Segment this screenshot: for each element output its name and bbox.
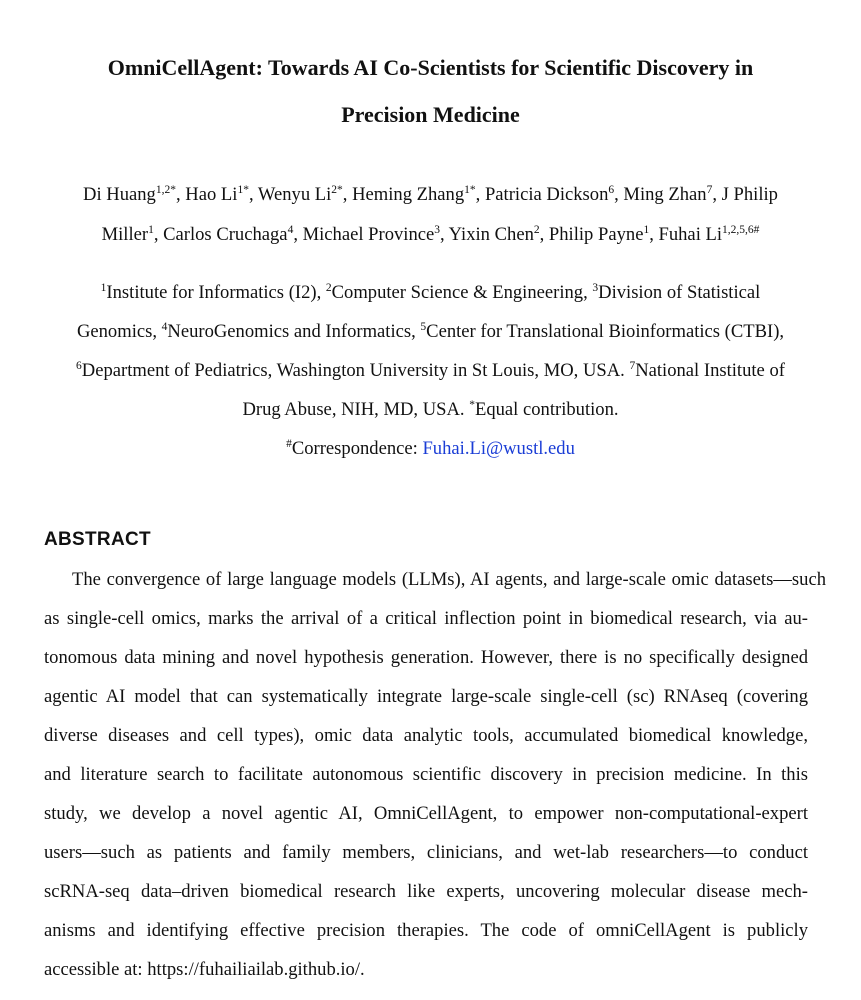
- author-name: J Philip: [721, 184, 778, 205]
- affiliation-line-3: [20, 360, 841, 382]
- author-affil-sup: 2: [533, 224, 540, 236]
- abstract-line: anisms and identifying effective precision therapies. The code of omniCellAgent is publicly: [44, 920, 808, 941]
- author-name: Fuhai Li: [658, 224, 723, 245]
- author-name: Ming Zhan: [623, 184, 707, 205]
- affiliation-text: National Institute of: [635, 360, 785, 381]
- affiliation-line-2: [20, 321, 841, 343]
- author-list-line-2: Miller$^1$, Carlos Cruchaga$^4$, Michael Province$^3$, Yixin Chen$^2$, Philip Payne$^1$, Fuhai $Li^{1,2,5,6\#}$: [101, 224, 760, 245]
- author-affil-sup: 1,2,5,6#: [722, 224, 760, 236]
- author-affil-sup: 3: [434, 224, 441, 236]
- author-affil-sup: 1*: [464, 184, 476, 196]
- correspondence-sup: #: [286, 438, 292, 450]
- abstract-line: scRNA-seq data–driven biomedical research like experts, uncovering molecular disease mech-: [44, 881, 808, 902]
- abstract-line: users—such as patients and family members, clinicians, and wet-lab researchers—to conduct: [44, 842, 808, 863]
- affiliation-line-4: [20, 399, 841, 421]
- author-affil-sup: 4: [287, 224, 294, 236]
- author-name: Yixin Chen: [448, 224, 534, 245]
- abstract-line: and literature search to facilitate autonomous scientific discovery in precision medicine. In this: [44, 764, 808, 785]
- affiliation-text: Institute for Informatics (I2),: [106, 282, 322, 303]
- abstract-line: as single-cell omics, marks the arrival of a critical inflection point in biomedical research, via au-: [44, 608, 808, 629]
- affil-sup: 7: [629, 360, 636, 372]
- correspondence-label: Correspondence:: [291, 438, 418, 459]
- abstract-line: agentic AI model that can systematically integrate large-scale single-cell (sc) RNAseq (covering: [44, 686, 808, 707]
- author-name: Philip Payne: [548, 224, 644, 245]
- abstract-line: diverse diseases and cell types), omic data analytic tools, accumulated biomedical knowledge,: [44, 725, 808, 746]
- affil-sup: 5: [420, 321, 427, 333]
- author-affil-sup: 2*: [331, 184, 343, 196]
- affiliation-text: Computer Science & Engineering,: [331, 282, 588, 303]
- author-affil-sup: 1: [643, 224, 650, 236]
- author-name: Hao Li: [185, 184, 238, 205]
- affil-sup: 3: [592, 282, 599, 294]
- correspondence-email-link[interactable]: Fuhai.Li@wustl.edu: [422, 438, 575, 459]
- author-name: Wenyu Li: [257, 184, 332, 205]
- affil-sup: 4: [161, 321, 168, 333]
- author-list-line-1: Di Huang$^{1,2*}$, Hao $Li^{1*}$, Wenyu $Li^{2*}$, Heming Zhang$^{1*}$, Patricia Dickson$^6$, Ming Zhan$^7$, J Philip: [83, 184, 778, 205]
- equal-contribution-sup: *: [469, 399, 475, 411]
- affiliation-text: Genomics,: [76, 321, 157, 342]
- abstract-line: The convergence of large language models (LLMs), AI agents, and large-scale omic datasets—such: [72, 569, 826, 590]
- paper-title-line-1: OmniCellAgent: Towards AI Co-Scientists for Scientific Discovery in: [107, 55, 754, 80]
- affiliation-text: Division of Statistical: [598, 282, 761, 303]
- author-name: Carlos Cruchaga: [163, 224, 288, 245]
- equal-contribution-text: Equal contribution.: [474, 399, 619, 420]
- author-affil-sup: 1,2*: [155, 184, 176, 196]
- author-affil-sup: 1: [148, 224, 154, 236]
- abstract-line: tonomous data mining and novel hypothesis generation. However, there is no specifically designed: [44, 647, 808, 668]
- affiliation-text: Center for Translational Bioinformatics (CTBI),: [426, 321, 785, 342]
- affiliation-text: Drug Abuse, NIH, MD, USA.: [242, 399, 465, 420]
- author-name: Miller: [101, 224, 149, 245]
- affil-sup: 2: [325, 282, 332, 294]
- abstract-line: study, we develop a novel agentic AI, OmniCellAgent, to empower non-computational-expert: [44, 803, 808, 824]
- author-affil-sup: 6: [608, 184, 615, 196]
- author-name: Di Huang: [83, 184, 156, 205]
- paper-title-line-2: Precision Medicine: [341, 102, 520, 127]
- author-affil-sup: 7: [706, 184, 713, 196]
- abstract-heading: ABSTRACT: [44, 529, 151, 550]
- author-name: Michael Province: [302, 224, 435, 245]
- affiliation-text: Department of Pediatrics, Washington University in St Louis, MO, USA.: [81, 360, 625, 381]
- abstract-line: accessible at: https://fuhailiailab.github.io/.: [44, 959, 365, 980]
- affiliation-line-1: [20, 282, 841, 304]
- author-name: Heming Zhang: [352, 184, 465, 205]
- author-name: Patricia Dickson: [484, 184, 609, 205]
- affiliation-text: NeuroGenomics and Informatics,: [167, 321, 416, 342]
- affil-sup: 6: [76, 360, 82, 372]
- author-affil-sup: 1*: [237, 184, 249, 196]
- correspondence-line: [20, 438, 841, 460]
- affil-sup: 1: [100, 282, 107, 294]
